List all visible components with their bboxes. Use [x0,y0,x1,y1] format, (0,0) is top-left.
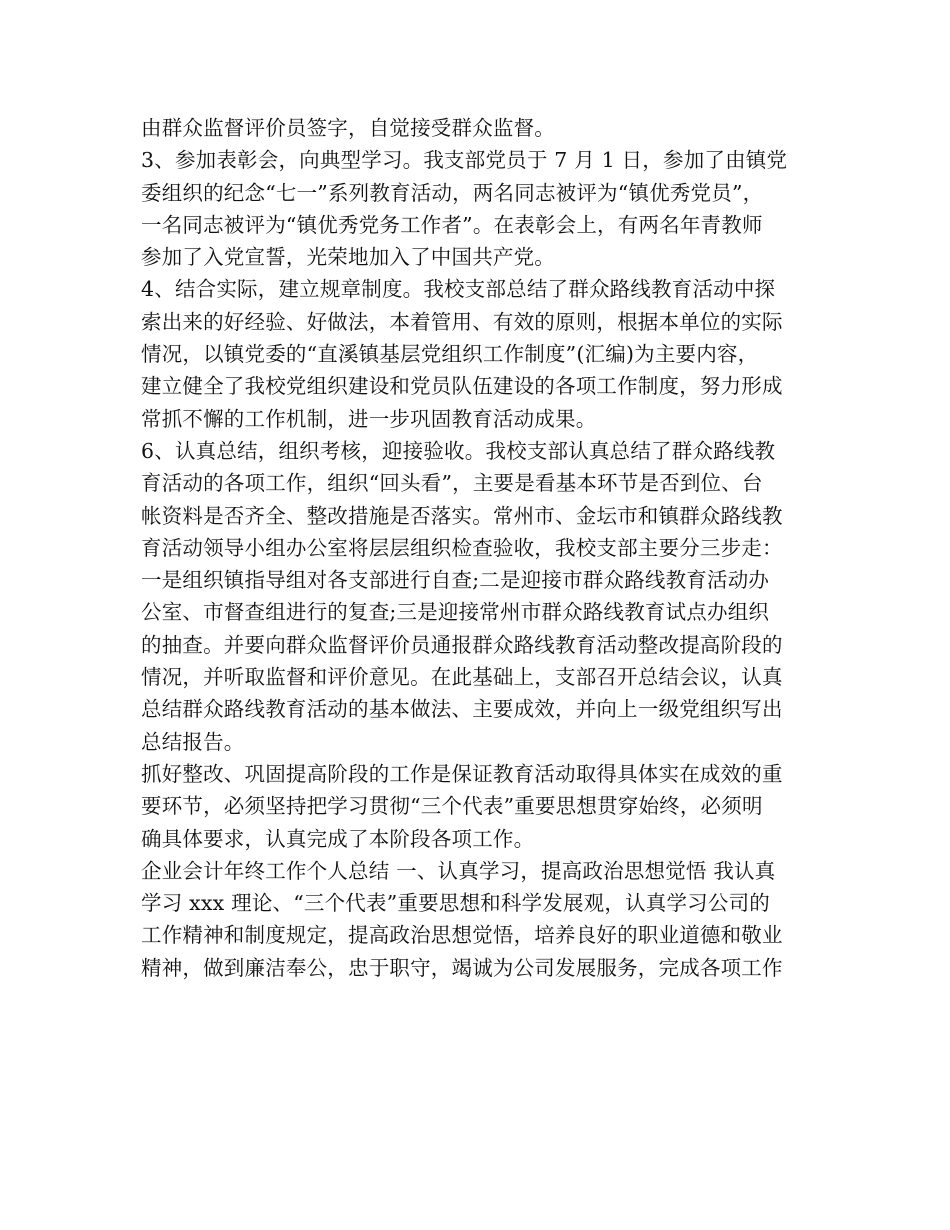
body-line: 索出来的好经验、好做法，本着管用、有效的原则，根据本单位的实际 [141,309,783,334]
body-line: 总结报告。 [141,729,245,754]
body-line: 建立健全了我校党组织建设和党员队伍建设的各项工作制度，努力形成 [141,374,783,399]
body-line: 学习 xxx 理论、“三个代表”重要思想和科学发展观，认真学习公司的 [141,891,770,916]
body-line: 情况，并听取监督和评价意见。在此基础上，支部召开总结会议，认真 [141,665,783,690]
body-line: 抓好整改、巩固提高阶段的工作是保证教育活动取得具体实在成效的重 [141,761,783,786]
body-line: 确具体要求，认真完成了本阶段各项工作。 [141,826,535,851]
body-line: 一是组织镇指导组对各支部进行自查;二是迎接市群众路线教育活动办 [141,568,770,593]
body-line: 一名同志被评为“镇优秀党务工作者”。在表彰会上，有两名年青教师 [141,212,763,237]
body-line: 育活动领导小组办公室将层层组织检查验收，我校支部主要分三步走： [141,535,783,560]
body-line: 的抽查。并要向群众监督评价员通报群众路线教育活动整改提高阶段的 [141,632,783,657]
body-line: 精神，做到廉洁奉公，忠于职守，竭诚为公司发展服务，完成各项工作 [141,955,783,980]
body-line: 企业会计年终工作个人总结 一、认真学习，提高政治思想觉悟 我认真 [141,858,776,883]
body-line: 6、认真总结，组织考核，迎接验收。我校支部认真总结了群众路线教 [141,438,776,463]
body-line: 育活动的各项工作，组织“回头看”，主要是看基本环节是否到位、台 [141,471,763,496]
body-line: 公室、市督查组进行的复查;三是迎接常州市群众路线教育试点办组织 [141,600,770,625]
body-line: 参加了入党宣誓，光荣地加入了中国共产党。 [141,245,555,270]
body-line: 总结群众路线教育活动的基本做法、主要成效，并向上一级党组织写出 [141,697,783,722]
body-line: 工作精神和制度规定，提高政治思想觉悟，培养良好的职业道德和敬业 [141,923,783,948]
body-line: 帐资料是否齐全、整改措施是否落实。常州市、金坛市和镇群众路线教 [141,503,783,528]
body-line: 3、参加表彰会，向典型学习。我支部党员于 7 月 1 日，参加了由镇党 [141,148,788,173]
body-line: 情况，以镇党委的“直溪镇基层党组织工作制度”(汇编)为主要内容， [141,342,759,367]
body-line: 4、结合实际，建立规章制度。我校支部总结了群众路线教育活动中探 [141,277,776,302]
body-line: 常抓不懈的工作机制，进一步巩固教育活动成果。 [141,406,597,431]
body-line: 要环节，必须坚持把学习贯彻“三个代表”重要思想贯穿始终，必须明 [141,794,763,819]
body-line: 由群众监督评价员签字，自觉接受群众监督。 [141,116,555,140]
document-body [141,112,831,984]
body-line: 委组织的纪念“七一”系列教育活动，两名同志被评为“镇优秀党员”， [141,180,764,205]
